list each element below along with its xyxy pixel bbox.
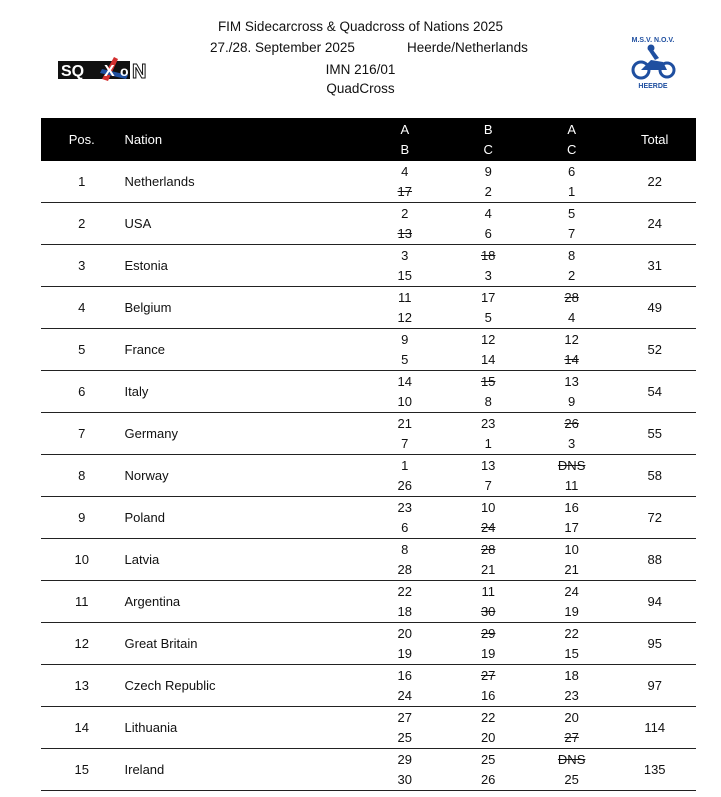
col-header-total: Total bbox=[640, 132, 669, 147]
position-cell: 2 bbox=[41, 203, 123, 245]
svg-text:SQ: SQ bbox=[61, 63, 85, 80]
race3-cell bbox=[530, 245, 614, 287]
race-result: 21 bbox=[564, 561, 579, 577]
race1-cell bbox=[363, 539, 446, 581]
table-row bbox=[41, 497, 696, 539]
nation-cell: Great Britain bbox=[123, 623, 364, 665]
table-row bbox=[41, 623, 696, 665]
race-result: 10 bbox=[480, 500, 496, 515]
race-result: 25 bbox=[397, 729, 413, 745]
discarded-result: 29 bbox=[480, 626, 496, 641]
race1-cell bbox=[363, 371, 446, 413]
discarded-result: 17 bbox=[397, 183, 413, 199]
race3-cell bbox=[530, 707, 614, 749]
event-date: 27./28. September 2025 bbox=[210, 40, 355, 55]
race1-bottom: B bbox=[400, 141, 410, 157]
event-class: QuadCross bbox=[326, 81, 395, 96]
nation-cell: Belgium bbox=[123, 287, 364, 329]
race2-cell bbox=[446, 413, 529, 455]
position-cell: 4 bbox=[41, 287, 123, 329]
discarded-result: 26 bbox=[564, 416, 579, 431]
race3-bottom: C bbox=[566, 141, 577, 157]
race-result: 20 bbox=[564, 710, 579, 725]
race-result: 18 bbox=[397, 603, 413, 619]
col-header-race2 bbox=[446, 118, 529, 161]
nation-cell: Netherlands bbox=[123, 161, 364, 203]
discarded-result: 13 bbox=[397, 225, 413, 241]
svg-text:M.S.V. N.O.V.: M.S.V. N.O.V. bbox=[631, 37, 675, 44]
race1-cell bbox=[363, 665, 446, 707]
race-result: 24 bbox=[564, 584, 579, 599]
race-result: 20 bbox=[397, 626, 413, 641]
race-result: 19 bbox=[397, 645, 413, 661]
race3-cell bbox=[530, 749, 614, 791]
table-row bbox=[41, 413, 696, 455]
nation-cell: France bbox=[123, 329, 364, 371]
race-result: 12 bbox=[564, 332, 579, 347]
event-title: FIM Sidecarcross & Quadcross of Nations 2025 bbox=[217, 19, 504, 34]
table-row bbox=[41, 371, 696, 413]
race1-cell bbox=[363, 329, 446, 371]
race-result: 15 bbox=[397, 267, 413, 283]
race-result: 5 bbox=[484, 309, 492, 325]
race1-cell bbox=[363, 203, 446, 245]
race1-cell bbox=[363, 287, 446, 329]
results-table bbox=[41, 118, 696, 791]
svg-text:X: X bbox=[104, 63, 115, 80]
discarded-result: 27 bbox=[480, 668, 496, 683]
race1-cell bbox=[363, 707, 446, 749]
race-result: 11 bbox=[481, 584, 495, 599]
race-result: 25 bbox=[480, 752, 496, 767]
position-cell: 1 bbox=[41, 161, 123, 203]
race3-cell bbox=[530, 203, 614, 245]
race3-cell bbox=[530, 497, 614, 539]
race-result: 9 bbox=[401, 332, 409, 347]
race-result: 18 bbox=[564, 668, 579, 683]
total-cell: 49 bbox=[613, 287, 696, 329]
race1-cell bbox=[363, 623, 446, 665]
race3-cell bbox=[530, 623, 614, 665]
total-cell: 24 bbox=[613, 203, 696, 245]
race-result: 8 bbox=[484, 393, 492, 409]
race2-bottom: C bbox=[483, 141, 493, 157]
position-cell: 14 bbox=[41, 707, 123, 749]
nation-cell: Ireland bbox=[123, 749, 364, 791]
col-header-race3 bbox=[530, 118, 614, 161]
nation-cell: Latvia bbox=[123, 539, 364, 581]
race2-cell bbox=[446, 245, 529, 287]
race-result: 17 bbox=[564, 519, 579, 535]
race-result: 4 bbox=[568, 309, 576, 325]
position-cell: 9 bbox=[41, 497, 123, 539]
total-cell: 95 bbox=[613, 623, 696, 665]
race3-cell bbox=[530, 329, 614, 371]
race2-cell bbox=[446, 749, 529, 791]
discarded-result: DNS bbox=[557, 458, 586, 473]
race-result: 9 bbox=[484, 164, 492, 179]
race3-cell bbox=[530, 665, 614, 707]
nation-cell: USA bbox=[123, 203, 364, 245]
svg-text:N: N bbox=[132, 61, 147, 83]
table-row bbox=[41, 203, 696, 245]
race-result: 19 bbox=[564, 603, 579, 619]
imn-number: IMN 216/01 bbox=[325, 62, 396, 77]
race2-cell bbox=[446, 623, 529, 665]
race2-cell bbox=[446, 287, 529, 329]
discarded-result: 30 bbox=[480, 603, 496, 619]
total-cell: 22 bbox=[613, 161, 696, 203]
race-result: 21 bbox=[397, 416, 413, 431]
position-cell: 6 bbox=[41, 371, 123, 413]
total-cell: 114 bbox=[613, 707, 696, 749]
race-result: 21 bbox=[480, 561, 496, 577]
race-result: 20 bbox=[480, 729, 496, 745]
race-result: 3 bbox=[568, 435, 576, 451]
discarded-result: 28 bbox=[564, 290, 579, 305]
total-cell: 31 bbox=[613, 245, 696, 287]
race-result: 12 bbox=[397, 309, 413, 325]
race-result: 3 bbox=[484, 267, 492, 283]
position-cell: 7 bbox=[41, 413, 123, 455]
position-cell: 5 bbox=[41, 329, 123, 371]
race1-top: A bbox=[400, 121, 410, 137]
race1-cell bbox=[363, 245, 446, 287]
race-result: 16 bbox=[397, 668, 413, 683]
race-result: 2 bbox=[568, 267, 576, 283]
race-result: 29 bbox=[397, 752, 413, 767]
race3-cell bbox=[530, 539, 614, 581]
race1-cell bbox=[363, 497, 446, 539]
race-result: 23 bbox=[397, 500, 413, 515]
race1-cell bbox=[363, 161, 446, 203]
discarded-result: 27 bbox=[564, 729, 579, 745]
race3-cell bbox=[530, 287, 614, 329]
nation-cell: Poland bbox=[123, 497, 364, 539]
table-row bbox=[41, 161, 696, 203]
race-result: 19 bbox=[480, 645, 496, 661]
total-cell: 58 bbox=[613, 455, 696, 497]
race2-cell bbox=[446, 203, 529, 245]
race-result: 26 bbox=[397, 477, 413, 493]
discarded-result: 24 bbox=[480, 519, 496, 535]
race-result: 7 bbox=[568, 225, 576, 241]
race-result: 11 bbox=[398, 290, 412, 305]
race-result: 25 bbox=[564, 771, 579, 787]
position-cell: 3 bbox=[41, 245, 123, 287]
race-result: 10 bbox=[397, 393, 413, 409]
race-result: 15 bbox=[564, 645, 579, 661]
table-row bbox=[41, 287, 696, 329]
race1-cell bbox=[363, 581, 446, 623]
position-cell: 12 bbox=[41, 623, 123, 665]
race-result: 23 bbox=[480, 416, 496, 431]
race3-top: A bbox=[567, 121, 576, 137]
nation-cell: Lithuania bbox=[123, 707, 364, 749]
svg-text:o: o bbox=[120, 63, 129, 79]
race-result: 5 bbox=[401, 351, 409, 367]
race-result: 1 bbox=[568, 183, 576, 199]
race2-cell bbox=[446, 455, 529, 497]
race-result: 10 bbox=[564, 542, 579, 557]
race-result: 16 bbox=[480, 687, 496, 703]
race2-cell bbox=[446, 161, 529, 203]
race-result: 6 bbox=[568, 164, 576, 179]
race-result: 2 bbox=[401, 206, 409, 221]
race1-cell bbox=[363, 455, 446, 497]
race-result: 2 bbox=[484, 183, 492, 199]
table-row bbox=[41, 245, 696, 287]
discarded-result: 15 bbox=[480, 374, 496, 389]
race-result: 12 bbox=[480, 332, 496, 347]
total-cell: 54 bbox=[613, 371, 696, 413]
position-cell: 8 bbox=[41, 455, 123, 497]
race1-cell bbox=[363, 413, 446, 455]
event-location: Heerde/Netherlands bbox=[407, 40, 528, 55]
race-result: 28 bbox=[397, 561, 413, 577]
nation-cell: Czech Republic bbox=[123, 665, 364, 707]
race2-cell bbox=[446, 371, 529, 413]
race3-cell bbox=[530, 413, 614, 455]
table-row bbox=[41, 749, 696, 791]
race-result: 7 bbox=[401, 435, 409, 451]
race-result: 26 bbox=[480, 771, 496, 787]
total-cell: 52 bbox=[613, 329, 696, 371]
col-header-pos: Pos. bbox=[68, 132, 95, 147]
discarded-result: 28 bbox=[480, 542, 496, 557]
table-header-row bbox=[41, 118, 696, 161]
table-row bbox=[41, 665, 696, 707]
race3-cell bbox=[530, 581, 614, 623]
position-cell: 13 bbox=[41, 665, 123, 707]
race3-cell bbox=[530, 371, 614, 413]
race2-cell bbox=[446, 329, 529, 371]
race2-top: B bbox=[483, 121, 493, 137]
race-result: 1 bbox=[401, 458, 409, 473]
race2-cell bbox=[446, 539, 529, 581]
position-cell: 10 bbox=[41, 539, 123, 581]
race-result: 13 bbox=[564, 374, 579, 389]
race-result: 22 bbox=[564, 626, 579, 641]
col-header-nation: Nation bbox=[124, 132, 163, 147]
total-cell: 88 bbox=[613, 539, 696, 581]
race-result: 13 bbox=[480, 458, 496, 473]
race3-cell bbox=[530, 455, 614, 497]
race-result: 4 bbox=[484, 206, 492, 221]
race-result: 16 bbox=[564, 500, 579, 515]
nation-cell: Estonia bbox=[123, 245, 364, 287]
race-result: 5 bbox=[568, 206, 576, 221]
race-result: 6 bbox=[484, 225, 492, 241]
race-result: 14 bbox=[397, 374, 413, 389]
race-result: 22 bbox=[397, 584, 413, 599]
race3-cell bbox=[530, 161, 614, 203]
race2-cell bbox=[446, 707, 529, 749]
total-cell: 72 bbox=[613, 497, 696, 539]
table-row bbox=[41, 539, 696, 581]
race-result: 9 bbox=[568, 393, 576, 409]
position-cell: 15 bbox=[41, 749, 123, 791]
nation-cell: Norway bbox=[123, 455, 364, 497]
race-result: 14 bbox=[480, 351, 496, 367]
table-row bbox=[41, 581, 696, 623]
discarded-result: 18 bbox=[480, 248, 496, 263]
race-result: 8 bbox=[568, 248, 576, 263]
nation-cell: Germany bbox=[123, 413, 364, 455]
nation-cell: Argentina bbox=[123, 581, 364, 623]
race-result: 3 bbox=[401, 248, 409, 263]
race-result: 22 bbox=[480, 710, 496, 725]
discarded-result: 14 bbox=[564, 351, 579, 367]
discarded-result: DNS bbox=[557, 752, 586, 767]
total-cell: 94 bbox=[613, 581, 696, 623]
table-row bbox=[41, 455, 696, 497]
race2-cell bbox=[446, 581, 529, 623]
position-cell: 11 bbox=[41, 581, 123, 623]
total-cell: 55 bbox=[613, 413, 696, 455]
race-result: 24 bbox=[397, 687, 413, 703]
race-result: 30 bbox=[397, 771, 413, 787]
total-cell: 97 bbox=[613, 665, 696, 707]
race-result: 11 bbox=[564, 477, 579, 493]
race-result: 8 bbox=[401, 542, 409, 557]
race-result: 4 bbox=[401, 164, 409, 179]
race1-cell bbox=[363, 749, 446, 791]
race2-cell bbox=[446, 665, 529, 707]
svg-text:HEERDE: HEERDE bbox=[638, 83, 668, 90]
col-header-race1 bbox=[363, 118, 446, 161]
race-result: 7 bbox=[484, 477, 492, 493]
race-result: 1 bbox=[484, 435, 492, 451]
table-row bbox=[41, 707, 696, 749]
race-result: 6 bbox=[401, 519, 409, 535]
race-result: 17 bbox=[480, 290, 496, 305]
msv-nov-heerde-logo bbox=[623, 30, 683, 90]
race-result: 27 bbox=[397, 710, 413, 725]
table-row bbox=[41, 329, 696, 371]
race-result: 23 bbox=[564, 687, 579, 703]
race2-cell bbox=[446, 497, 529, 539]
total-cell: 135 bbox=[613, 749, 696, 791]
nation-cell: Italy bbox=[123, 371, 364, 413]
